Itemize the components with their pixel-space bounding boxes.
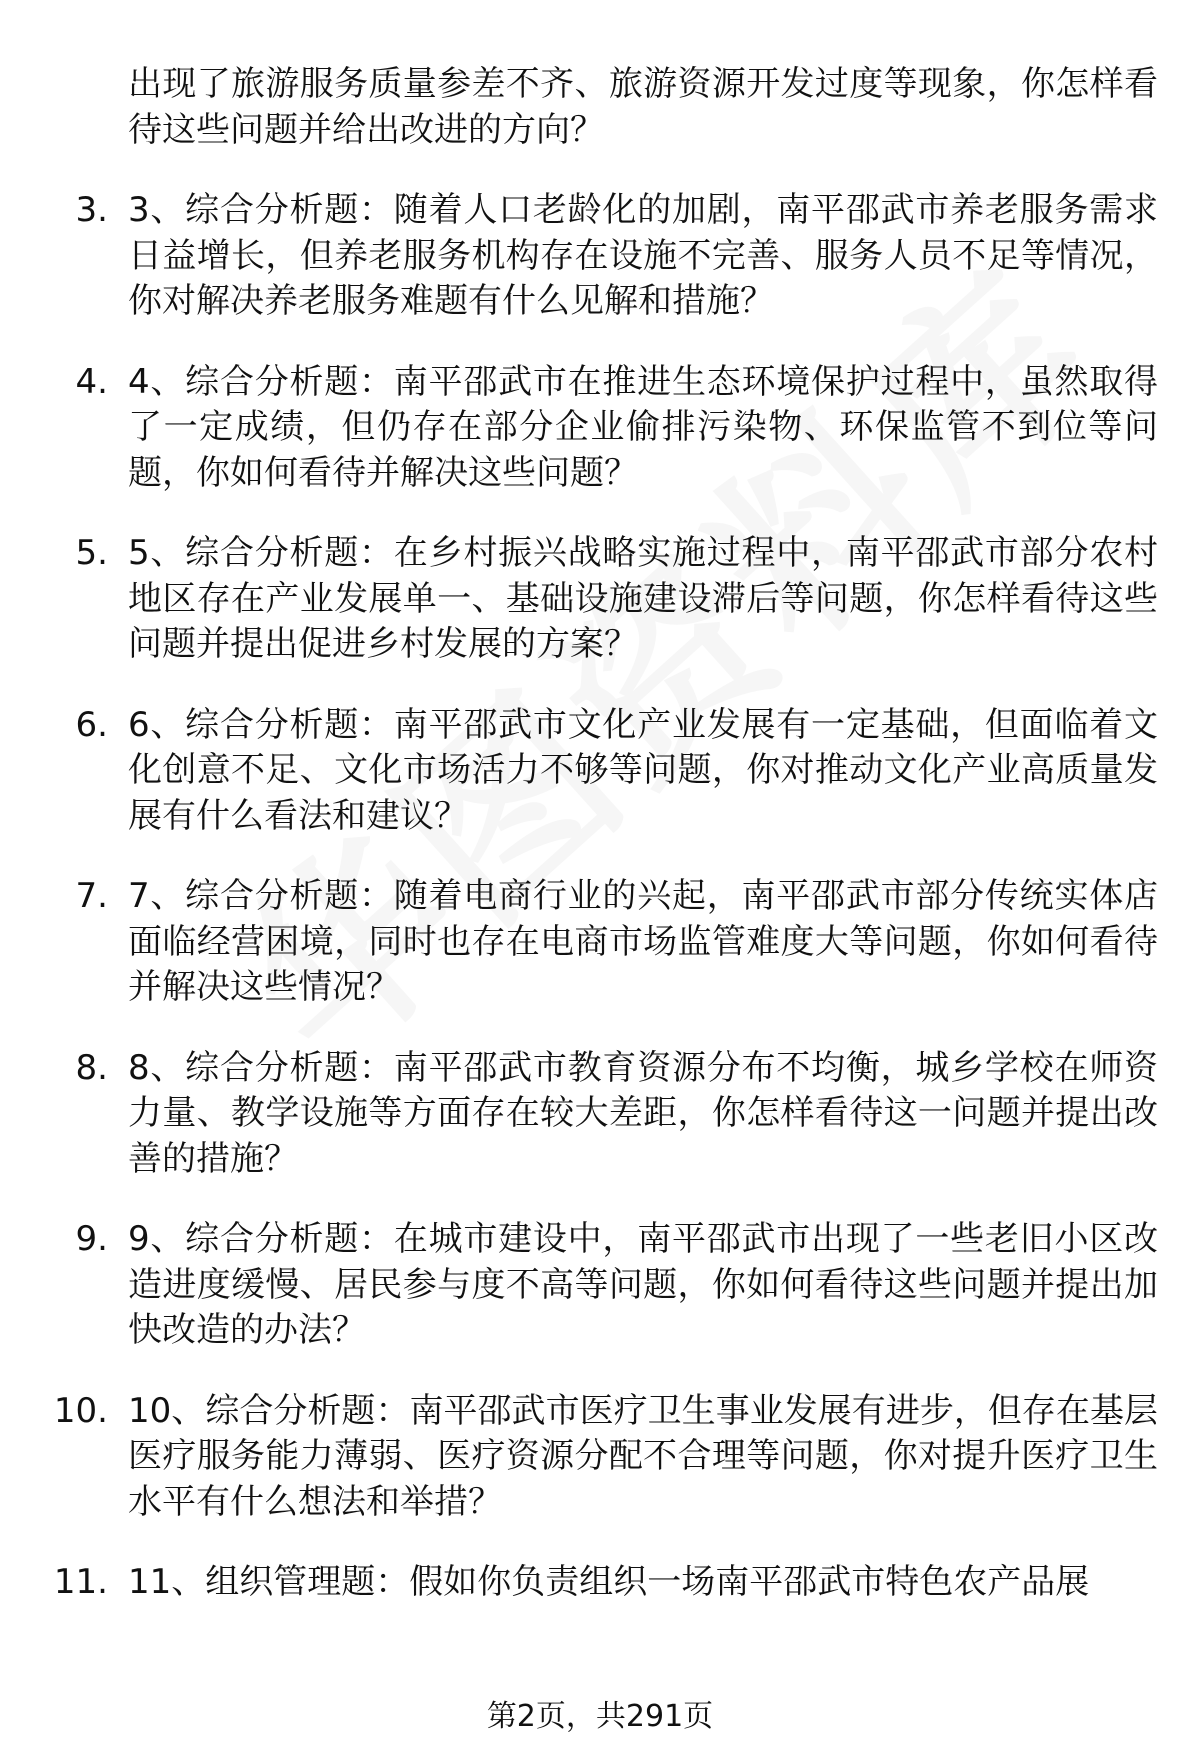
list-marker: 10. [53,1390,108,1431]
item-text: 11、组织管理题：假如你负责组织一场南平邵武市特色农产品展 [128,1562,1090,1602]
list-item [0,703,1200,840]
item-text: 8、综合分析题：南平邵武市教育资源分布不均衡，城乡学校在师资力量、教学设施等方面存在较大差距，你怎样看待这一问题并提出改善的措施？ [128,1047,1158,1179]
list-item-continuation [0,62,1200,153]
list-marker: 3. [75,190,108,230]
list-item [0,874,1200,1011]
list-marker: 11. [53,1562,108,1602]
list-marker: 7. [75,876,108,916]
list-item [0,1217,1200,1354]
list-item [0,531,1200,668]
item-text: 9、综合分析题：在城市建设中，南平邵武市出现了一些老旧小区改造进度缓慢、居民参与度不高等问题，你如何看待这些问题并提出加快改造的办法？ [128,1219,1158,1350]
list-marker: 5. [75,533,108,573]
list-marker: 9. [75,1219,108,1259]
question-list [0,62,1200,1641]
item-text: 10、综合分析题：南平邵武市医疗卫生事业发展有进步，但存在基层医疗服务能力薄弱、医疗资源分配不合理等问题，你对提升医疗卫生水平有什么想法和举措？ [128,1390,1158,1522]
list-item [0,360,1200,497]
list-marker: 8. [75,1047,108,1088]
list-item [0,1389,1200,1526]
item-text: 5、综合分析题：在乡村振兴战略实施过程中，南平邵武市部分农村地区存在产业发展单一、基础设施建设滞后等问题，你怎样看待这些问题并提出促进乡村发展的方案？ [128,533,1158,664]
item-text: 3、综合分析题：随着人口老龄化的加剧，南平邵武市养老服务需求日益增长，但养老服务机构存在设施不完善、服务人员不足等情况，你对解决养老服务难题有什么见解和措施？ [128,190,1158,321]
item-text: 7、综合分析题：随着电商行业的兴起，南平邵武市部分传统实体店面临经营困境，同时也存在电商市场监管难度大等问题，你如何看待并解决这些情况？ [128,876,1158,1007]
item-text: 4、综合分析题：南平邵武市在推进生态环境保护过程中，虽然取得了一定成绩，但仍存在部分企业偷排污染物、环保监管不到位等问题，你如何看待并解决这些问题？ [128,361,1158,493]
list-item [0,1560,1200,1606]
item-text: 出现了旅游服务质量参差不齐、旅游资源开发过度等现象，你怎样看待这些问题并给出改进的方向？ [128,64,1158,150]
item-text: 6、综合分析题：南平邵武市文化产业发展有一定基础，但面临着文化创意不足、文化市场活力不够等问题，你对推动文化产业高质量发展有什么看法和建议？ [128,704,1158,836]
list-marker: 4. [75,361,108,402]
page-number: 第2页，共291页 [486,1699,714,1734]
list-marker: 6. [75,704,108,745]
list-item [0,188,1200,325]
list-item [0,1046,1200,1183]
